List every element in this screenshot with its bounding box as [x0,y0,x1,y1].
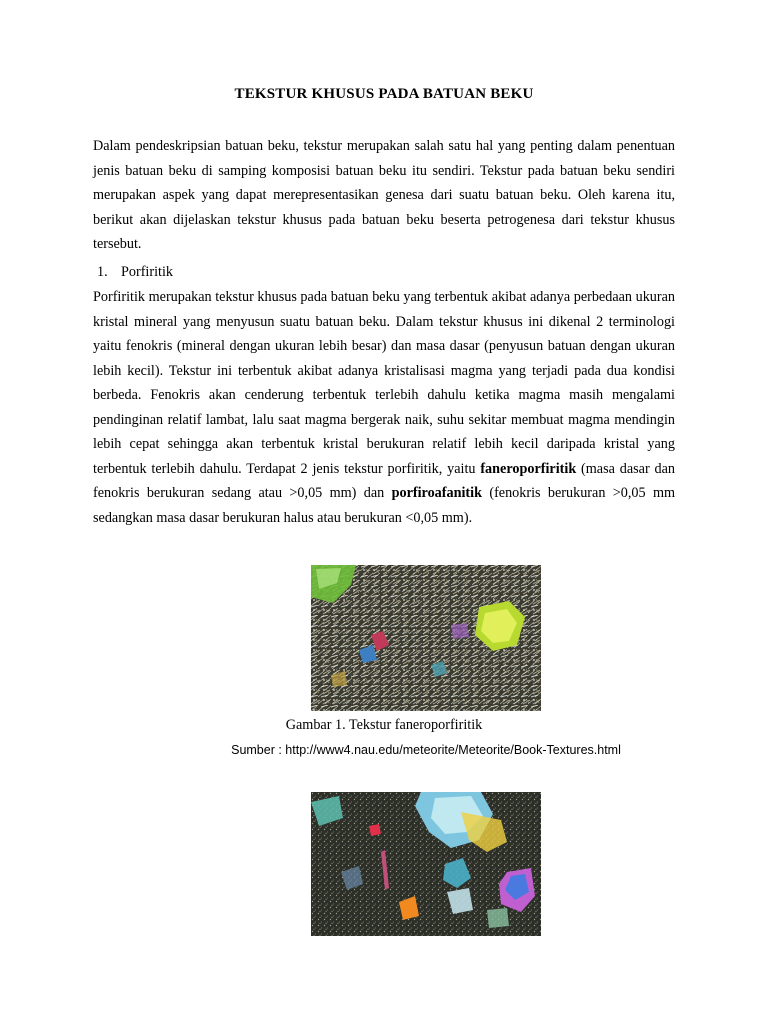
porfiritik-text-a: Porfiritik merupakan tekstur khusus pada batuan beku yang terbentuk akibat adanya perbedaan ukuran kristal mineral yang menyusun suatu batuan beku. Dalam tekstur khusus ini dikenal 2 terminologi yaitu fenokris (mineral dengan ukuran lebih besar) dan masa dasar (penyusun batuan dengan ukuran lebih kecil). Tekstur ini terbentuk akibat adanya kristalisasi magma yang terjadi pada dua kondisi berbeda. Fenokris akan cenderung terbentuk terlebih dahulu ketika magma masih mengalami pendinginan relatif lambat, lalu saat magma bergerak naik, suhu sekitar membuat magma mendingin lebih cepat sehingga akan terbentuk kristal berukuran relatif lebih kecil daripada kristal yang terbentuk terlebih dahulu. Terdapat 2 jenis tekstur porfiritik, yaitu [93,289,675,477]
term-porfiroafanitik: porfiroafanitik [391,485,482,501]
list-heading: Porfiritik [121,264,174,280]
porfiritik-text-b: (masa dasar dan fenokris berukuran sedang atau >0,05 mm) dan [93,460,675,501]
term-faneroporfiritik: faneroporfiritik [480,460,577,477]
figure-1-micrograph [311,565,541,711]
porfiritik-paragraph [93,285,675,530]
figure-2-micrograph [311,792,541,936]
list-number: 1. [97,264,108,280]
section-heading-porfiritik [97,260,173,285]
figure-1-caption: Gambar 1. Tekstur faneroporfiritik [285,717,483,733]
porfiritik-text-c: (fenokris berukuran >0,05 mm sedangkan masa dasar berukuran halus atau berukuran <0,05 mm). [93,485,676,526]
intro-paragraph: Dalam pendeskripsian batuan beku, tekstur merupakan salah satu hal yang penting dalam penentuan jenis batuan beku di samping komposisi batuan beku itu sendiri. Tekstur pada batuan beku sendiri merupakan aspek yang dapat merepresentasikan genesa dari suatu batuan beku. Oleh karena itu, berikut akan dijelaskan tekstur khusus pada batuan beku beserta petrogenesa dari tekstur khusus tersebut. [93,138,675,252]
figure-1-source: Sumber : http://www4.nau.edu/meteorite/Meteorite/Book-Textures.html [231,743,621,757]
page-title: TEKSTUR KHUSUS PADA BATUAN BEKU [234,86,534,102]
